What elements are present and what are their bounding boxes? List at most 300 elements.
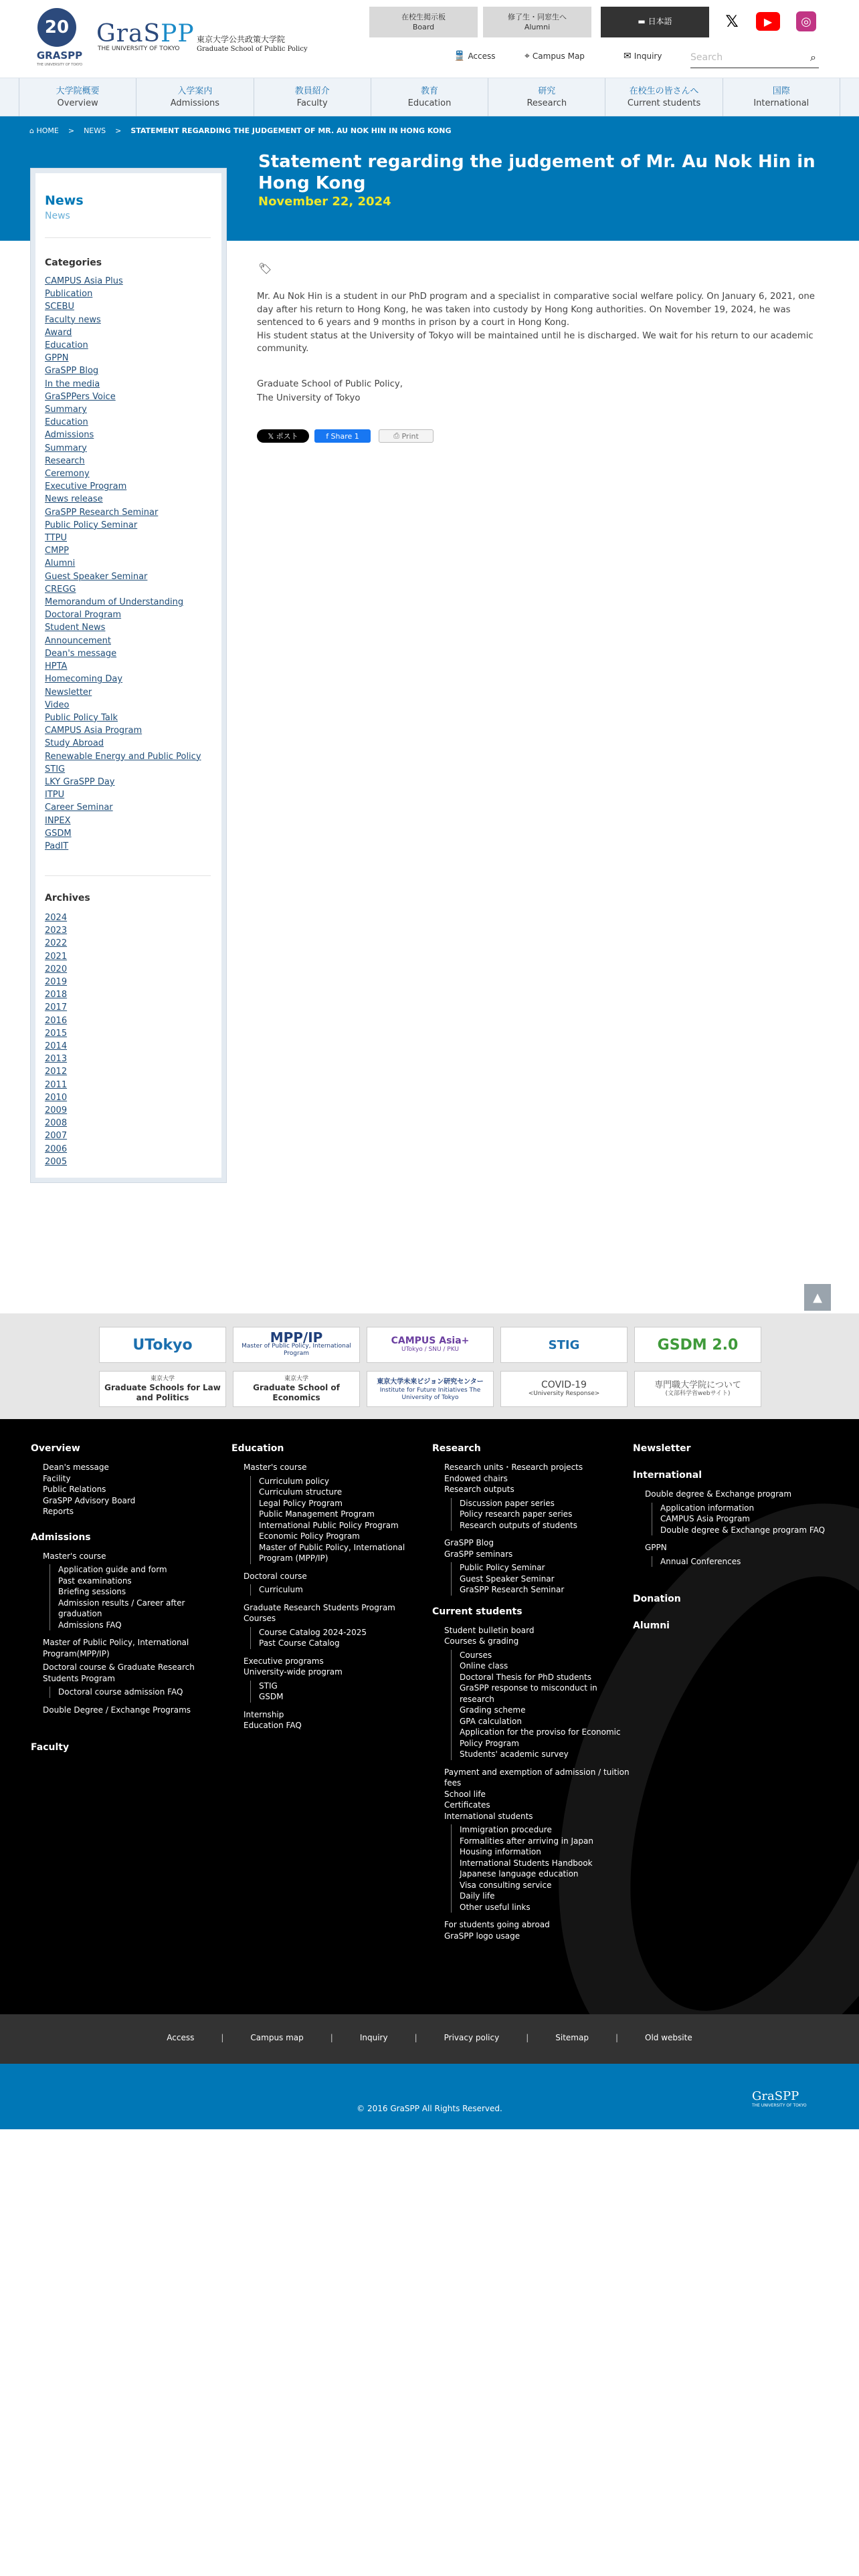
footer-link[interactable]: Facility xyxy=(43,1473,71,1483)
footer-link[interactable]: Economic Policy Program xyxy=(250,1531,425,1542)
list-item xyxy=(45,763,205,776)
category-link[interactable]: Research xyxy=(45,455,85,466)
category-link[interactable]: Homecoming Day xyxy=(45,674,123,685)
footer-link[interactable]: Doctoral course & Graduate Research Students Program xyxy=(43,1662,195,1683)
footer-link[interactable]: Dean's message xyxy=(43,1463,109,1472)
page-top-button[interactable] xyxy=(804,1284,831,1311)
footer-link[interactable]: CAMPUS Asia Program xyxy=(652,1513,834,1525)
banner-sub: <University Response> xyxy=(528,1390,600,1397)
footer-link[interactable]: Doctoral Thesis for PhD students xyxy=(451,1672,633,1683)
list-item xyxy=(45,339,205,352)
footer-link[interactable]: Master of Public Policy, International Program(MPP/IP) xyxy=(43,1638,189,1658)
category-link[interactable]: CREGG xyxy=(45,584,76,595)
category-link[interactable]: Public Policy Talk xyxy=(45,712,118,723)
nav-education[interactable] xyxy=(371,78,488,116)
footer-alumni-heading[interactable]: Alumni xyxy=(633,1620,670,1631)
board-button[interactable] xyxy=(369,7,478,37)
category-link[interactable]: GSDM xyxy=(45,828,72,839)
graspp-logo[interactable] xyxy=(96,20,195,47)
archive-link[interactable]: 2008 xyxy=(45,1118,68,1129)
footer-bar-links xyxy=(0,2033,859,2042)
list-item xyxy=(45,544,205,557)
site-footer xyxy=(0,1419,859,2014)
footer-link[interactable]: Executive programs xyxy=(244,1656,324,1666)
logo-school-jp: 東京大学公共政策大学院 xyxy=(197,35,286,44)
search-box xyxy=(690,48,819,68)
footer-col-1 xyxy=(31,1443,218,1761)
nav-admissions[interactable] xyxy=(136,78,253,116)
footer-col-2 xyxy=(231,1443,425,1731)
list-item xyxy=(45,314,205,326)
archive-list xyxy=(45,911,205,1168)
category-link[interactable]: Ceremony xyxy=(45,469,90,479)
nav-jp: 研究 xyxy=(538,86,556,96)
separator: | xyxy=(615,2033,619,2042)
list-item xyxy=(45,673,205,685)
map-pin-icon: ⌖ xyxy=(524,51,530,62)
footer-link[interactable]: STIG xyxy=(250,1681,425,1692)
footer-link[interactable]: Admissions FAQ xyxy=(50,1620,218,1631)
banner-sub: Master of Public Policy, International Program xyxy=(242,1342,351,1357)
inquiry-link[interactable] xyxy=(624,51,662,62)
banner-mppip[interactable] xyxy=(233,1327,360,1363)
footer-bar-link[interactable]: Access xyxy=(167,2033,195,2042)
footer-link[interactable]: GPPN xyxy=(645,1543,667,1552)
footer-link[interactable]: Master's course xyxy=(43,1551,106,1561)
footer-logo-sub: THE UNIVERSITY OF TOKYO xyxy=(752,2103,807,2108)
footer-donation-heading[interactable]: Donation xyxy=(633,1594,681,1604)
footer-admissions-heading[interactable]: Admissions xyxy=(31,1531,91,1543)
footer-link[interactable]: Daily life xyxy=(451,1891,633,1902)
list-item xyxy=(45,1053,205,1065)
banner-title: MPP/IP xyxy=(270,1329,323,1346)
footer-link[interactable]: Courses & grading xyxy=(444,1636,519,1646)
footer-link[interactable]: Immigration procedure xyxy=(451,1824,633,1836)
footer-link[interactable]: Guest Speaker Seminar xyxy=(451,1574,633,1585)
banner-sub: 東京大学 xyxy=(284,1375,308,1382)
list-item xyxy=(45,1001,205,1014)
archive-link[interactable]: 2020 xyxy=(45,964,68,974)
footer-link-bar xyxy=(0,2014,859,2064)
footer-link[interactable]: Double Degree / Exchange Programs xyxy=(43,1705,191,1715)
search-icon[interactable]: ⌕ xyxy=(810,51,816,64)
alumni-button-en: Alumni xyxy=(524,23,551,31)
footer-link[interactable]: GraSPP seminars xyxy=(444,1549,513,1559)
nav-overview[interactable] xyxy=(19,78,136,116)
separator: | xyxy=(414,2033,417,2042)
separator: | xyxy=(221,2033,224,2042)
footer-link[interactable]: Legal Policy Program xyxy=(250,1498,425,1509)
nav-en: Current students xyxy=(627,98,701,108)
list-item xyxy=(45,326,205,339)
footer-link[interactable]: Reports xyxy=(43,1507,74,1516)
archive-link[interactable]: 2022 xyxy=(45,938,68,949)
category-link[interactable]: PadIT xyxy=(45,841,69,851)
x-twitter-icon[interactable]: 𝕏 xyxy=(725,12,739,31)
archive-link[interactable]: 2007 xyxy=(45,1131,68,1142)
category-link[interactable]: HPTA xyxy=(45,661,68,672)
language-button[interactable] xyxy=(601,7,709,37)
footer-link[interactable]: Discussion paper series xyxy=(451,1498,633,1509)
footer-bar-link[interactable]: Inquiry xyxy=(359,2033,388,2042)
category-link[interactable]: Dean's message xyxy=(45,648,117,659)
footer-link[interactable]: Double degree & Exchange program FAQ xyxy=(652,1525,834,1536)
alumni-button[interactable] xyxy=(483,7,591,37)
category-link[interactable]: GPPN xyxy=(45,353,69,364)
list-item xyxy=(45,724,205,737)
footer-logo-text: GraSPP xyxy=(752,2089,799,2103)
category-link[interactable]: CAMPUS Asia Program xyxy=(45,726,142,736)
footer-link[interactable]: Course Catalog 2024-2025 xyxy=(250,1627,425,1638)
footer-link[interactable]: Housing information xyxy=(451,1846,633,1858)
instagram-icon[interactable]: ◎ xyxy=(796,11,816,31)
archive-link[interactable]: 2024 xyxy=(45,913,68,923)
list-item xyxy=(45,827,205,840)
footer-international-list xyxy=(633,1489,834,1567)
category-link[interactable]: CAMPUS Asia Plus xyxy=(45,276,123,286)
arrow-up-icon: ▲ xyxy=(813,1290,822,1305)
list-item xyxy=(45,1040,205,1053)
nav-en: Overview xyxy=(57,98,98,108)
nav-en: Research xyxy=(527,98,567,108)
signature-line: Graduate School of Public Policy, xyxy=(257,379,403,389)
footer-link[interactable]: Education FAQ xyxy=(244,1721,302,1730)
category-link[interactable]: Newsletter xyxy=(45,687,92,697)
footer-col-4 xyxy=(633,1443,834,1639)
list-item xyxy=(45,950,205,963)
list-item xyxy=(45,519,205,532)
category-link[interactable]: SCEBU xyxy=(45,302,74,312)
list-item xyxy=(45,801,205,814)
footer-link[interactable]: Student bulletin board xyxy=(444,1625,535,1635)
footer-link[interactable]: Public Relations xyxy=(43,1485,106,1494)
category-link[interactable]: Publication xyxy=(45,289,93,300)
article-paragraph: His student status at the University of Tokyo will be maintained until he is discharged. We wait for his return to our academic community. xyxy=(257,330,814,354)
footer-bar-link[interactable]: Campus map xyxy=(250,2033,304,2042)
article-paragraph: Mr. Au Nok Hin is a student in our PhD program and a specialist in comparative social welfare policy. On January 6, 2021, one day after his return to Hong Kong, he was taken into custody by Hong Kong authorities. On November 19, 2024, he was sentenced to 6 years and 9 months in prison by a court in Hong Kong. xyxy=(257,292,815,328)
printer-icon: ⎙ xyxy=(393,431,402,440)
category-link[interactable]: Memorandum of Understanding xyxy=(45,597,184,608)
list-item xyxy=(45,442,205,455)
category-link[interactable]: Public Policy Seminar xyxy=(45,520,138,530)
anniversary-badge-sub: THE UNIVERSITY OF TOKYO xyxy=(36,63,83,67)
archive-link[interactable]: 2017 xyxy=(45,1002,68,1013)
nav-jp: 国際 xyxy=(772,86,790,96)
footer-link[interactable]: GraSPP response to misconduct in research xyxy=(451,1683,633,1705)
footer-international-heading[interactable]: International xyxy=(633,1470,702,1481)
nav-research[interactable] xyxy=(488,78,605,116)
list-item xyxy=(45,467,205,480)
footer-bar-link[interactable]: Privacy policy xyxy=(444,2033,500,2042)
archive-link[interactable]: 2005 xyxy=(45,1156,68,1167)
banner-covid[interactable] xyxy=(500,1371,628,1407)
sidebar-divider xyxy=(45,237,211,238)
mail-icon: ✉ xyxy=(624,51,632,62)
banner-title: Graduate School of Economics xyxy=(253,1382,340,1402)
footer-link[interactable]: School life xyxy=(444,1789,486,1799)
x-post-button[interactable]: 𝕏 ポスト xyxy=(257,429,309,443)
footer-newsletter-heading[interactable]: Newsletter xyxy=(633,1443,691,1454)
list-item xyxy=(45,937,205,950)
category-link[interactable]: Executive Program xyxy=(45,481,127,492)
footer-link[interactable]: Other useful links xyxy=(451,1902,633,1913)
breadcrumb-current: STATEMENT REGARDING THE JUDGEMENT OF MR. AU NOK HIN IN HONG KONG xyxy=(130,126,452,135)
list-item xyxy=(45,275,205,288)
category-link[interactable]: Study Abroad xyxy=(45,738,104,749)
footer-link[interactable]: Online class xyxy=(451,1660,633,1672)
breadcrumb-home[interactable] xyxy=(29,126,59,135)
list-item xyxy=(45,737,205,750)
footer-link[interactable]: Application for the proviso for Economic Policy Program xyxy=(451,1727,633,1749)
banner-utokyo[interactable] xyxy=(99,1327,226,1363)
footer-current-list xyxy=(432,1625,633,1942)
banner-sub: Institute for Future Initiatives The University of Tokyo xyxy=(379,1386,481,1401)
footer-link[interactable]: Certificates xyxy=(444,1800,490,1810)
archive-link[interactable]: 2013 xyxy=(45,1054,68,1065)
list-item xyxy=(45,416,205,429)
banner-economics[interactable] xyxy=(233,1371,360,1407)
list-item xyxy=(45,699,205,712)
category-link[interactable]: Doctoral Program xyxy=(45,610,122,621)
footer-link[interactable]: GraSPP Blog xyxy=(444,1538,494,1547)
archive-link[interactable]: 2012 xyxy=(45,1067,68,1077)
footer-link[interactable]: Courses xyxy=(451,1650,633,1661)
footer-link[interactable]: International students xyxy=(444,1811,533,1821)
footer-overview-heading[interactable]: Overview xyxy=(31,1443,80,1454)
banner-law-politics[interactable] xyxy=(99,1371,226,1407)
alumni-button-jp: 修了生・同窓生へ xyxy=(508,13,567,21)
archive-link[interactable]: 2018 xyxy=(45,990,68,1000)
list-item xyxy=(45,429,205,441)
footer-link[interactable]: Briefing sessions xyxy=(50,1586,218,1598)
footer-link[interactable]: Endowed chairs xyxy=(444,1473,508,1483)
category-link[interactable]: Education xyxy=(45,417,88,428)
nav-jp: 教員紹介 xyxy=(294,86,330,96)
nav-current-students[interactable] xyxy=(605,78,722,116)
banner-area xyxy=(0,1313,859,1419)
breadcrumb xyxy=(29,126,452,135)
nav-jp: 入学案内 xyxy=(177,86,213,96)
nav-jp: 在校生の皆さんへ xyxy=(629,86,699,96)
footer-link[interactable]: Doctoral course xyxy=(244,1571,307,1581)
category-link[interactable]: News release xyxy=(45,494,103,505)
list-item xyxy=(45,364,205,377)
footer-link[interactable]: Double degree & Exchange program xyxy=(645,1489,792,1499)
footer-link[interactable]: GraSPP logo usage xyxy=(444,1931,520,1941)
footer-link[interactable]: Master of Public Policy, International Program (MPP/IP) xyxy=(250,1542,425,1564)
sidebar-divider xyxy=(45,875,211,876)
footer-link[interactable]: Curriculum policy xyxy=(250,1476,425,1487)
category-link[interactable]: CMPP xyxy=(45,546,69,556)
footer-link[interactable]: For students going abroad xyxy=(444,1920,550,1929)
list-item xyxy=(45,455,205,467)
footer-link[interactable]: GSDM xyxy=(250,1691,425,1703)
archive-link[interactable]: 2014 xyxy=(45,1041,68,1052)
archive-link[interactable]: 2015 xyxy=(45,1028,68,1039)
footer-link[interactable]: International Public Policy Program xyxy=(250,1520,425,1531)
campus-map-link[interactable] xyxy=(524,51,585,62)
list-item xyxy=(45,1156,205,1168)
footer-link[interactable]: Visa consulting service xyxy=(451,1880,633,1891)
archive-link[interactable]: 2023 xyxy=(45,926,68,936)
footer-link[interactable]: Research outputs of students xyxy=(451,1520,633,1531)
article-date: November 22, 2024 xyxy=(258,195,391,209)
footer-link[interactable]: GraSPP Advisory Board xyxy=(43,1495,136,1505)
separator: | xyxy=(330,2033,333,2042)
footer-education-heading[interactable]: Education xyxy=(231,1443,284,1454)
footer-link[interactable]: Students' academic survey xyxy=(451,1749,633,1760)
footer-link[interactable]: International Students Handbook xyxy=(451,1858,633,1869)
footer-link[interactable]: Japanese language education xyxy=(451,1868,633,1880)
category-link[interactable]: In the media xyxy=(45,379,100,389)
archive-link[interactable]: 2016 xyxy=(45,1015,68,1026)
footer-link[interactable]: Doctoral course admission FAQ xyxy=(50,1687,218,1698)
list-item xyxy=(45,570,205,583)
speech-bubble-icon: ▬ xyxy=(638,17,646,26)
banner-ifi[interactable] xyxy=(367,1371,494,1407)
footer-bar-link[interactable]: Sitemap xyxy=(555,2033,589,2042)
category-link[interactable]: Announcement xyxy=(45,635,111,646)
anniversary-badge-number: 20 xyxy=(37,8,76,47)
nav-faculty[interactable] xyxy=(254,78,371,116)
footer-faculty-heading[interactable]: Faculty xyxy=(31,1742,70,1753)
footer-current-heading[interactable]: Current students xyxy=(432,1606,522,1617)
archive-link[interactable]: 2019 xyxy=(45,977,68,988)
list-item xyxy=(45,506,205,519)
list-item xyxy=(45,660,205,673)
category-link[interactable]: Admissions xyxy=(45,430,94,441)
footer-logo[interactable] xyxy=(752,2089,807,2108)
footer-link[interactable]: Graduate Research Students Program xyxy=(244,1602,395,1612)
access-link[interactable] xyxy=(454,51,496,62)
banner-mext[interactable] xyxy=(634,1371,761,1407)
footer-research-heading[interactable]: Research xyxy=(432,1443,481,1454)
category-link[interactable]: GraSPP Research Seminar xyxy=(45,507,159,518)
anniversary-logo[interactable] xyxy=(33,8,86,67)
footer-link[interactable]: Public Management Program xyxy=(250,1509,425,1520)
category-link[interactable]: Student News xyxy=(45,623,106,633)
search-input[interactable] xyxy=(690,48,797,67)
list-item xyxy=(45,1079,205,1091)
footer-bar-link[interactable]: Old website xyxy=(645,2033,692,2042)
category-link[interactable]: STIG xyxy=(45,764,66,774)
footer-link[interactable]: Curriculum structure xyxy=(250,1487,425,1498)
sidebar-subtitle: News xyxy=(45,211,70,221)
category-link[interactable]: Renewable Energy and Public Policy xyxy=(45,751,201,762)
footer-link[interactable]: Curriculum xyxy=(250,1584,425,1596)
category-link[interactable]: Guest Speaker Seminar xyxy=(45,571,148,582)
facebook-share-button[interactable]: f Share 1 xyxy=(314,429,371,443)
banner-campus-asia[interactable] xyxy=(367,1327,494,1363)
list-item xyxy=(45,609,205,621)
footer-link[interactable]: Policy research paper series xyxy=(451,1509,633,1520)
footer-link[interactable]: GPA calculation xyxy=(451,1716,633,1727)
footer-link[interactable]: Grading scheme xyxy=(451,1705,633,1716)
footer-link[interactable]: Payment and exemption of admission / tuition fees xyxy=(444,1767,630,1788)
board-button-jp: 在校生掲示板 xyxy=(401,13,446,21)
list-item xyxy=(45,647,205,660)
category-link[interactable]: Summary xyxy=(45,405,87,415)
footer-link[interactable]: Application information xyxy=(652,1503,834,1514)
banner-gsdm[interactable] xyxy=(634,1327,761,1363)
footer-link[interactable]: Research units・Research projects xyxy=(444,1463,583,1472)
banner-title: COVID-19 xyxy=(541,1380,587,1390)
category-list xyxy=(45,275,205,853)
copyright-text: © 2016 GraSPP All Rights Reserved. xyxy=(357,2104,502,2113)
footer-link[interactable]: Public Policy Seminar xyxy=(451,1562,633,1574)
list-item xyxy=(45,976,205,988)
banner-title: UTokyo xyxy=(132,1336,193,1354)
category-link[interactable]: ITPU xyxy=(45,790,65,800)
print-button[interactable] xyxy=(379,429,434,443)
nav-international[interactable] xyxy=(723,78,840,116)
category-link[interactable]: GraSPP Blog xyxy=(45,366,99,377)
category-link[interactable]: Career Seminar xyxy=(45,802,113,813)
list-item xyxy=(45,815,205,827)
sidebar xyxy=(31,169,226,1182)
archive-link[interactable]: 2011 xyxy=(45,1079,68,1090)
footer-link[interactable]: University-wide program xyxy=(244,1667,343,1677)
banner-stig[interactable] xyxy=(500,1327,628,1363)
banner-sub: 東京大学 xyxy=(150,1375,175,1382)
list-item xyxy=(45,776,205,788)
youtube-icon[interactable]: ▶ xyxy=(756,12,780,31)
copyright-bar xyxy=(0,2064,859,2129)
footer-link[interactable]: Past Course Catalog xyxy=(250,1638,425,1649)
list-item xyxy=(45,686,205,699)
category-link[interactable]: Faculty news xyxy=(45,314,101,325)
footer-link[interactable]: Past examinations xyxy=(50,1576,218,1587)
category-link[interactable]: Summary xyxy=(45,443,87,453)
category-link[interactable]: Video xyxy=(45,700,70,710)
list-item xyxy=(45,1027,205,1040)
list-item xyxy=(45,963,205,976)
list-item xyxy=(45,788,205,801)
nav-en: Faculty xyxy=(296,98,328,108)
banner-sub: (文部科学省webサイト) xyxy=(665,1390,731,1397)
breadcrumb-news[interactable]: NEWS xyxy=(84,126,106,135)
archive-link[interactable]: 2009 xyxy=(45,1105,68,1116)
category-link[interactable]: INPEX xyxy=(45,815,71,826)
archive-link[interactable]: 2006 xyxy=(45,1144,68,1154)
footer-link[interactable]: Application guide and form xyxy=(50,1564,218,1576)
list-item xyxy=(45,596,205,609)
article-body xyxy=(257,290,826,356)
footer-research-list xyxy=(432,1462,633,1596)
footer-link[interactable]: Internship xyxy=(244,1709,284,1719)
list-item xyxy=(45,493,205,506)
footer-link[interactable]: Courses xyxy=(244,1614,276,1623)
list-item xyxy=(45,391,205,403)
footer-link[interactable]: Admission results / Career after graduation xyxy=(50,1598,218,1620)
category-link[interactable]: TTPU xyxy=(45,533,68,544)
archive-link[interactable]: 2010 xyxy=(45,1092,68,1103)
footer-link[interactable]: Annual Conferences xyxy=(652,1556,834,1568)
footer-link[interactable]: Master's course xyxy=(244,1463,307,1472)
list-item xyxy=(45,621,205,634)
category-link[interactable]: Alumni xyxy=(45,558,76,569)
footer-link[interactable]: Formalities after arriving in Japan xyxy=(451,1836,633,1847)
category-link[interactable]: Education xyxy=(45,340,88,351)
footer-link[interactable]: GraSPP Research Seminar xyxy=(451,1584,633,1596)
category-link[interactable]: GraSPPers Voice xyxy=(45,391,116,402)
footer-link[interactable]: Research outputs xyxy=(444,1485,514,1494)
list-item xyxy=(45,988,205,1001)
category-link[interactable]: LKY GraSPP Day xyxy=(45,776,115,787)
archive-link[interactable]: 2021 xyxy=(45,951,68,962)
list-item xyxy=(45,288,205,300)
category-link[interactable]: Award xyxy=(45,327,72,338)
